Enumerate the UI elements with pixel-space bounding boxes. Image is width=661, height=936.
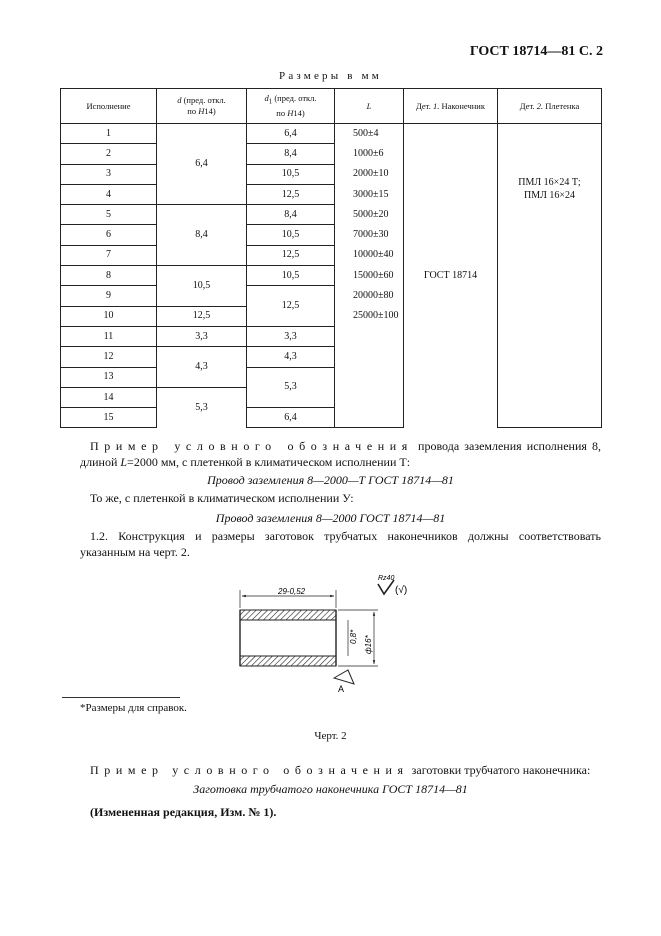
same-text: То же, с плетенкой в климатическом исполнении У: — [90, 491, 354, 505]
execution-cell: 3 — [61, 164, 157, 184]
L-cell: 7000±30 — [335, 225, 404, 245]
roughness-symbol: (√) — [395, 585, 408, 596]
roughness-check-icon — [378, 580, 394, 594]
header-det1: Дет. 1. Наконечник — [404, 89, 498, 124]
d1-cell: 10,5 — [247, 225, 335, 245]
execution-cell: 5 — [61, 205, 157, 225]
L-cell-empty — [335, 326, 404, 346]
d1-cell: 10,5 — [247, 164, 335, 184]
formula1: Провод заземления 8—2000—Т ГОСТ 18714—81 — [207, 473, 454, 487]
execution-cell: 8 — [61, 266, 157, 286]
drawing-2 — [230, 568, 430, 693]
example1-text-c: =2000 мм, с плетенкой в климатическом исполнении Т: — [127, 455, 411, 469]
tube-wall-bottom — [240, 656, 336, 666]
footnote-divider — [62, 697, 180, 698]
section-letter: A — [338, 684, 345, 693]
d-cell: 10,5 — [157, 266, 247, 307]
dim-length: 29-0,52 — [278, 587, 306, 596]
L-cell: 20000±80 — [335, 286, 404, 306]
example1-spaced: Пример условного обозначения — [90, 439, 413, 453]
amendment: (Измененная редакция, Изм. № 1). — [90, 805, 277, 819]
L-cell-empty — [335, 347, 404, 367]
execution-cell: 12 — [61, 347, 157, 367]
dim-wall: 0,8* — [349, 629, 358, 644]
diameter-dimension — [338, 610, 378, 666]
L-cell: 3000±15 — [335, 184, 404, 204]
d1-cell: 10,5 — [247, 266, 335, 286]
execution-cell: 15 — [61, 408, 157, 428]
header-d: d (пред. откл. по H14) — [157, 89, 247, 124]
dimensions-table — [60, 88, 602, 428]
table-row — [61, 124, 602, 144]
L-cell-empty — [335, 387, 404, 407]
d-cell: 3,3 — [157, 326, 247, 346]
L-cell-empty — [335, 408, 404, 428]
example1-text-a: провода заземления исполнения 8, длиной — [80, 439, 602, 469]
table-caption — [0, 70, 661, 82]
formula3: Заготовка трубчатого наконечника ГОСТ 18714—81 — [193, 782, 468, 796]
L-cell: 25000±100 — [335, 306, 404, 326]
L-cell: 500±4 — [335, 124, 404, 144]
length-dimension — [240, 587, 336, 608]
det2-line2: ПМЛ 16×24 — [523, 190, 576, 201]
d1-cell: 6,4 — [247, 408, 335, 428]
execution-cell: 14 — [61, 387, 157, 407]
header-det2: Дет. 2. Плетенка — [498, 89, 602, 124]
roughness-mark — [378, 575, 407, 596]
header-execution: Исполнение — [61, 89, 157, 124]
L-cell: 15000±60 — [335, 266, 404, 286]
d1-cell: 3,3 — [247, 326, 335, 346]
d-cell: 12,5 — [157, 306, 247, 326]
execution-cell: 6 — [61, 225, 157, 245]
L-cell: 2000±10 — [335, 164, 404, 184]
L-cell: 1000±6 — [335, 144, 404, 164]
section-arrow-icon — [334, 670, 354, 684]
d-cell: 6,4 — [157, 124, 247, 205]
execution-cell: 7 — [61, 245, 157, 265]
execution-cell: 13 — [61, 367, 157, 387]
d1-cell: 5,3 — [247, 367, 335, 408]
formula2: Провод заземления 8—2000 ГОСТ 18714—81 — [215, 511, 446, 525]
example2-text: заготовки трубчатого наконечника: — [411, 763, 591, 777]
tube-wall-top — [240, 610, 336, 620]
roughness-value: Rz40 — [378, 575, 395, 582]
d1-cell: 12,5 — [247, 184, 335, 204]
example2-spaced: Пример условного обозначения — [90, 763, 409, 777]
footnote: *Размеры для справок. — [80, 702, 187, 714]
dim-diameter: ф16* — [364, 635, 373, 654]
det2-cell — [498, 124, 602, 428]
execution-cell: 11 — [61, 326, 157, 346]
clause-1-2: 1.2. Конструкция и размеры заготовок трубчатых наконечников должны соответствовать указанным на черт. 2. — [80, 529, 601, 559]
d1-cell: 6,4 — [247, 124, 335, 144]
example1-paragraph — [80, 438, 601, 470]
d1-cell: 12,5 — [247, 245, 335, 265]
d1-cell: 8,4 — [247, 144, 335, 164]
L-cell-empty — [335, 367, 404, 387]
det2-line1: ПМЛ 16×24 Т; — [518, 177, 581, 188]
d1-cell: 4,3 — [247, 347, 335, 367]
example1-text-b: L — [120, 455, 128, 469]
header-L: L — [335, 89, 404, 124]
det1-cell: ГОСТ 18714 — [404, 124, 498, 428]
d1-cell: 12,5 — [247, 286, 335, 327]
execution-cell: 10 — [61, 306, 157, 326]
figure-caption: Черт. 2 — [314, 730, 347, 742]
header-d1: $d_1$ (пред. откл. по H14) — [247, 89, 335, 124]
d-cell: 8,4 — [157, 205, 247, 266]
table-caption-text: Размеры в мм — [279, 70, 382, 82]
L-cell: 10000±40 — [335, 245, 404, 265]
L-cell: 5000±20 — [335, 205, 404, 225]
page-header: ГОСТ 18714—81 С. 2 — [469, 44, 603, 59]
d1-cell: 8,4 — [247, 205, 335, 225]
d-cell: 5,3 — [157, 387, 247, 428]
execution-cell: 4 — [61, 184, 157, 204]
example2-paragraph — [90, 762, 590, 778]
execution-cell: 1 — [61, 124, 157, 144]
d-cell: 4,3 — [157, 347, 247, 388]
execution-cell: 2 — [61, 144, 157, 164]
section-marker — [334, 670, 354, 693]
table-header-row — [61, 89, 602, 124]
execution-cell: 9 — [61, 286, 157, 306]
tube-blank — [240, 610, 336, 666]
